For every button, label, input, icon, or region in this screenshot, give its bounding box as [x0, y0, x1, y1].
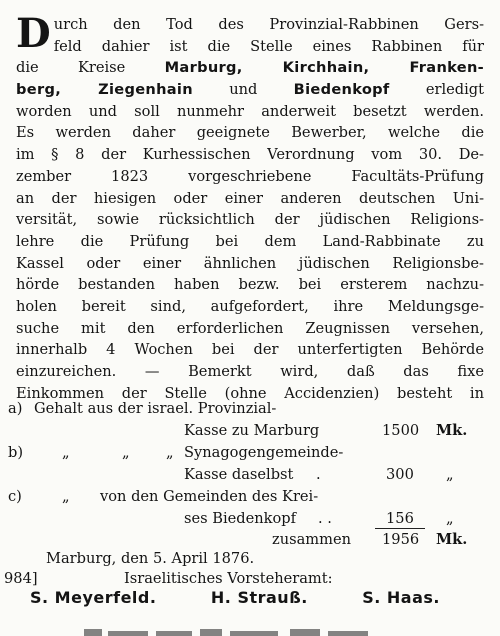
cropped-next-line — [84, 622, 374, 636]
notice-line-10: versität, sowie rücksichtlich der jüdischen Religions- — [16, 211, 484, 229]
notice-line-18: Einkommen der Stelle (ohne Accidenzien) besteht in — [16, 384, 484, 402]
salary-row-b — [0, 444, 500, 466]
notice-line-5: worden und soll nunmehr anderweit besetzt werden. — [16, 102, 484, 120]
notice-line-15: suche mit den erforderlichen Zeugnissen versehen, — [16, 319, 484, 337]
salary-b-text: Synagogengemeinde- — [184, 444, 344, 461]
ditto-mark: „ — [122, 444, 130, 461]
notice-line-6: Es werden daher geeignete Bewerber, welche die — [16, 124, 484, 142]
salary-c-unit: „ — [446, 510, 454, 527]
notice-line-3: die Kreise Marburg, Kirchhain, Franken- — [16, 59, 484, 77]
salary-b-text2: Kasse daselbst — [184, 466, 294, 483]
place-date-row — [0, 550, 500, 572]
notice-line-13: hörde bestanden haben bezw. bei ersterem nachzu- — [16, 276, 484, 294]
notice-body — [16, 10, 484, 404]
salary-a-text2: Kasse zu Marburg — [184, 422, 320, 439]
ditto-mark: „ — [166, 444, 174, 461]
salary-c-label: c) — [8, 488, 22, 505]
district-names: Marburg, Kirchhain, Franken- — [164, 59, 484, 77]
salary-row-a — [0, 400, 500, 422]
sum-rule — [375, 528, 425, 529]
leader-dots: . . — [318, 510, 332, 527]
ditto-mark: „ — [62, 488, 70, 505]
ditto-mark: „ — [62, 444, 70, 461]
salary-b-amount: 300 — [386, 466, 414, 483]
signer-name: S. Meyerfeld. — [30, 588, 157, 607]
notice-line-11: lehre die Prüfung bei dem Land-Rabbinate zu — [16, 232, 484, 250]
salary-row-b2 — [0, 466, 500, 488]
notice-line-9: an der hiesigen oder einer anderen deutschen Uni- — [16, 189, 484, 207]
salary-c-text: von den Gemeinden des Krei- — [100, 488, 319, 505]
leader-dot: . — [316, 466, 321, 483]
notice-line-2: feld dahier ist die Stelle eines Rabbinen für — [53, 37, 484, 55]
total-label: zusammen — [272, 531, 351, 548]
notice-line-14: holen bereit sind, aufgefordert, ihre Meldungsge- — [16, 297, 484, 315]
notice-line-16: innerhalb 4 Wochen bei der unterfertigten Behörde — [16, 341, 484, 359]
drop-cap: D — [16, 10, 51, 57]
notice-line-8: zember 1823 vorgeschriebene Facultäts-Prüfung — [16, 167, 484, 185]
salary-b-unit: „ — [446, 466, 454, 483]
notice-line-12: Kassel oder einer ähnlichen jüdischen Religionsbe- — [16, 254, 484, 272]
notice-line-4: berg, Ziegenhain und Biedenkopf erledigt — [16, 81, 484, 99]
place-date: Marburg, den 5. April 1876. — [46, 550, 255, 567]
salary-c-text2: ses Biedenkopf — [184, 510, 297, 527]
signer-name: H. Strauß. — [210, 588, 308, 607]
salary-b-label: b) — [8, 444, 24, 461]
notice-line-17: einzureichen. — Bemerkt wird, daß das fixe — [16, 363, 484, 380]
total-amount: 1956 — [382, 531, 420, 548]
salary-c-amount: 156 — [386, 510, 414, 527]
notice-line-7: im § 8 der Kurhessischen Verordnung vom 30. De- — [16, 146, 484, 164]
signer-name: S. Haas. — [362, 588, 440, 607]
issuing-authority: Israelitisches Vorsteheramt: — [124, 570, 333, 587]
reference-number: 984] — [4, 570, 38, 587]
salary-row-c2 — [0, 510, 500, 532]
cropped-text-fragment — [84, 623, 374, 636]
notice-line-1: Durch den Tod des Provinzial-Rabbinen Gers- — [16, 10, 484, 57]
salary-a-text: Gehalt aus der israel. Provinzial- — [34, 400, 277, 417]
salary-a-amount: 1500 — [382, 422, 420, 439]
salary-row-a2 — [0, 422, 500, 444]
salary-a-label: a) — [8, 400, 23, 417]
salary-a-unit: Mk. — [436, 422, 468, 439]
total-unit: Mk. — [436, 531, 468, 548]
signatories — [30, 588, 440, 607]
salary-row-c — [0, 488, 500, 510]
